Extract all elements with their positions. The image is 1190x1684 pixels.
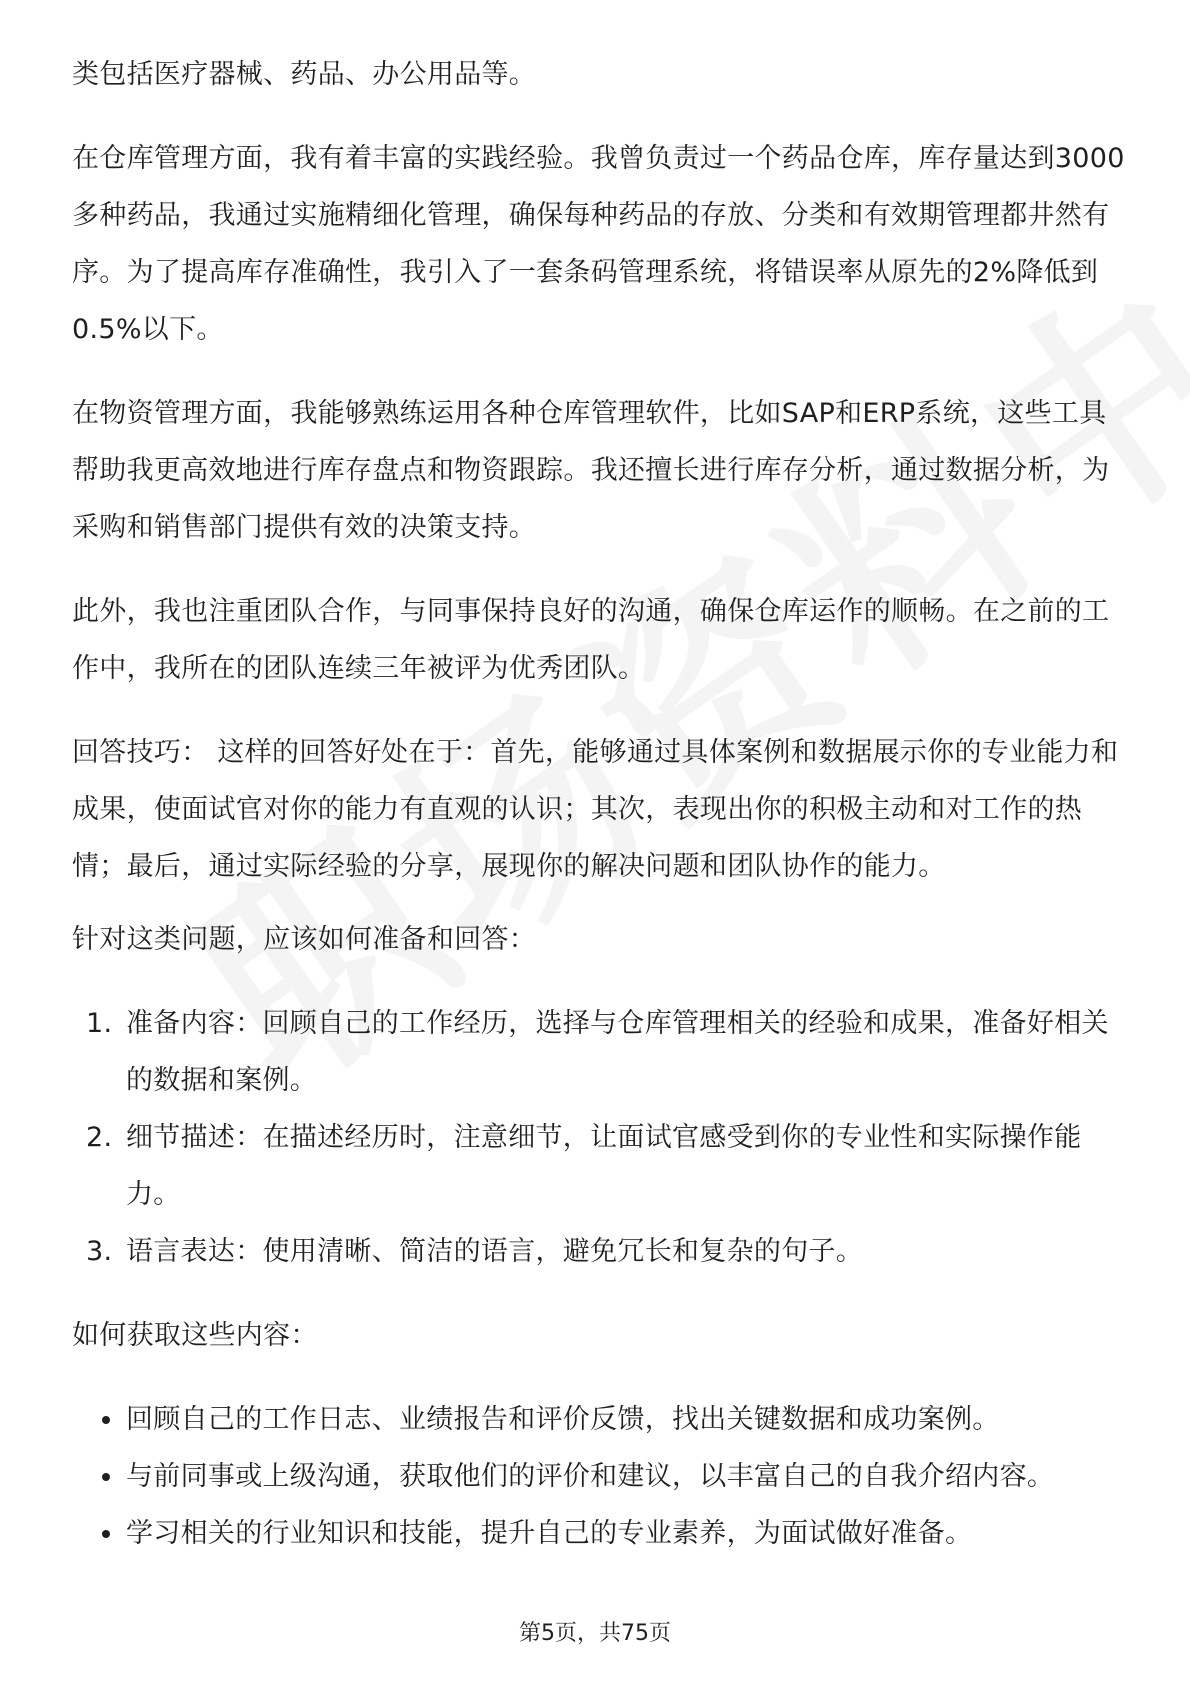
page-number-footer: 第5页，共75页 bbox=[519, 1621, 671, 1646]
list-item-text: 细节描述：在描述经历时，注意细节，让面试官感受到你的专业性和实际操作能力。 bbox=[126, 1122, 1082, 1210]
bullet-dot-icon bbox=[102, 1473, 110, 1481]
paragraph-warehouse-management: 在仓库管理方面，我有着丰富的实践经验。我曾负责过一个药品仓库，库存量达到3000多种药品，我通过实施精细化管理，确保每种药品的存放、分类和有效期管理都井然有序。为了提高库存准确性，我引入了一套条码管理系统，将错误率从原先的2%降低到0.5%以下。 bbox=[72, 143, 1125, 345]
paragraph-intro-tail: 类包括医疗器械、药品、办公用品等。 bbox=[72, 59, 537, 90]
list-number: 1. bbox=[86, 1008, 113, 1039]
document-body bbox=[72, 46, 1132, 1562]
list-item bbox=[72, 1505, 1132, 1562]
list-item bbox=[72, 995, 1132, 1109]
list-item-text: 学习相关的行业知识和技能，提升自己的专业素养，为面试做好准备。 bbox=[126, 1518, 973, 1549]
list-item-text: 与前同事或上级沟通，获取他们的评价和建议，以丰富自己的自我介绍内容。 bbox=[126, 1461, 1055, 1492]
list-item bbox=[72, 1448, 1132, 1505]
bullet-dot-icon bbox=[102, 1530, 110, 1538]
list-number: 3. bbox=[86, 1236, 113, 1267]
list-item bbox=[72, 1223, 1132, 1280]
paragraph-materials-management: 在物资管理方面，我能够熟练运用各种仓库管理软件，比如SAP和ERP系统，这些工具帮助我更高效地进行库存盘点和物资跟踪。我还擅长进行库存分析，通过数据分析，为采购和销售部门提供有效的决策支持。 bbox=[72, 398, 1110, 543]
bullet-dot-icon bbox=[102, 1416, 110, 1424]
paragraph-answer-tips: 回答技巧： 这样的回答好处在于：首先，能够通过具体案例和数据展示你的专业能力和成果，使面试官对你的能力有直观的认识；其次，表现出你的积极主动和对工作的热情；最后，通过实际经验的分享，展现你的解决问题和团队协作的能力。 bbox=[72, 737, 1119, 882]
list-number: 2. bbox=[86, 1122, 113, 1153]
list-item bbox=[72, 1391, 1132, 1448]
prep-steps-list bbox=[72, 995, 1132, 1280]
sources-bullet-list bbox=[72, 1391, 1132, 1562]
list-item bbox=[72, 1109, 1132, 1223]
list-item-text: 回顾自己的工作日志、业绩报告和评价反馈，找出关键数据和成功案例。 bbox=[126, 1404, 1000, 1435]
paragraph-teamwork: 此外，我也注重团队合作，与同事保持良好的沟通，确保仓库运作的顺畅。在之前的工作中，我所在的团队连续三年被评为优秀团队。 bbox=[72, 596, 1110, 684]
paragraph-sources-heading: 如何获取这些内容： bbox=[72, 1320, 318, 1351]
list-item-text: 准备内容：回顾自己的工作经历，选择与仓库管理相关的经验和成果，准备好相关的数据和案例。 bbox=[126, 1008, 1109, 1096]
list-item-text: 语言表达：使用清晰、简洁的语言，避免冗长和复杂的句子。 bbox=[126, 1236, 864, 1267]
paragraph-prep-heading: 针对这类问题，应该如何准备和回答： bbox=[72, 924, 537, 955]
